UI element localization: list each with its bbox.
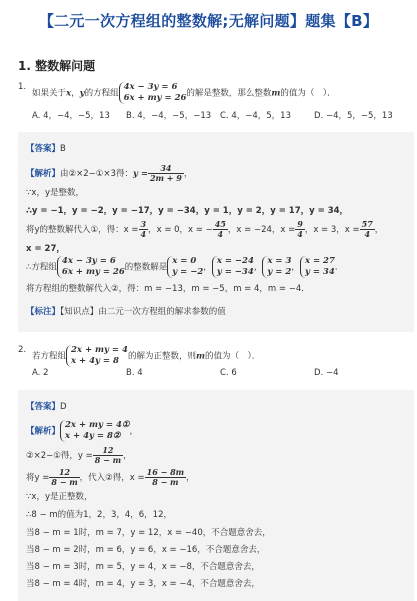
note-text: 【知识点】由二元一次方程组的解求参数的值 xyxy=(60,307,226,317)
fraction: $\frac{16 - 8m}{8 - m}$ xyxy=(146,467,185,487)
fraction: $\frac{12}{8 - m}$ xyxy=(51,467,78,487)
analysis-line: 将方程组的整数解代入②，得：m = −13，m = −5，m = 4，m = −4． xyxy=(26,284,310,294)
solution-set: x = 0 y = −2 xyxy=(167,256,203,278)
option-b[interactable]: B. 4 xyxy=(126,368,143,378)
analysis-line: 当8 − m = 1时，m = 7，y = 12，x = −40，不合题意舍去， xyxy=(26,528,271,538)
var-y: y xyxy=(79,88,85,99)
options-q2 xyxy=(32,368,408,378)
solution-set: x = 27 y = 34 xyxy=(300,256,335,278)
analysis-line: 将y的整数解代入①，得：x = $\frac{3}{4}$ ，x = 0，x = − $\frac{45}{4}$ ，x = −24，x = $\frac{9}{4}$ ，x = 3，x = $\frac{57}{4}$ ， xyxy=(26,219,384,239)
analysis-line xyxy=(26,164,192,183)
solution-box-q2 xyxy=(18,390,414,601)
analysis-line: ∵x，y是正整数， xyxy=(26,492,93,502)
equation-system: 2x + my = 4 x + 4y = 8 xyxy=(66,345,128,367)
note-tag: 【标注】 xyxy=(26,307,61,317)
fraction: $\frac{12}{8 - m}$ xyxy=(94,445,122,465)
stem-comma: ， xyxy=(71,88,80,99)
section-title: 1. 整数解问题 xyxy=(18,59,96,73)
option-d[interactable]: D. −4，5，−5，13 xyxy=(314,111,393,121)
stem-text: 如果关于 xyxy=(32,88,67,99)
var-x: x xyxy=(66,88,72,99)
analysis-line: ∵x，y是整数， xyxy=(26,188,84,198)
option-d[interactable]: D. −4 xyxy=(314,368,339,378)
equation: 6x + my = 26 xyxy=(123,93,187,103)
option-c[interactable]: C. 6 xyxy=(220,368,237,378)
analysis-line: 将y = $\frac{12}{8 - m}$ ，代入②得，x = $\frac{16 - 8m}{8 - m}$ ， xyxy=(26,467,195,487)
question-stem: 若方程组 2x + my = 4 x + 4y = 8 的解为正整数，则m的值为（ ）． xyxy=(32,345,261,366)
fraction: $\frac{57}{4}$ xyxy=(361,219,373,239)
analysis-tag: 【解析】 xyxy=(26,169,61,179)
equation-system xyxy=(119,82,187,104)
analysis-line: ②×2−①得，y = $\frac{12}{8 - m}$ ， xyxy=(26,445,132,465)
fraction: $\frac{9}{4}$ xyxy=(297,219,303,239)
var-m: m xyxy=(195,351,205,362)
option-a[interactable]: A. 2 xyxy=(32,368,49,378)
page-title: 【二元一次方程组的整数解;无解问题】题集【B】 xyxy=(38,12,379,30)
stem-text: 的方程组 xyxy=(84,88,119,99)
answer-line: 【答案】D xyxy=(26,402,67,412)
question-number: 2. xyxy=(18,345,27,355)
equation: 4x − 3y = 6 xyxy=(123,82,178,92)
stem-text: 的解是整数，那么整数 xyxy=(186,88,272,99)
analysis-line: 当8 − m = 2时，m = 6，y = 6，x = −16，不合题意舍去， xyxy=(26,545,266,555)
analysis-line: ∴方程组 4x − 3y = 6 6x + my = 26 的整数解是 x = 0 y = −2 ， x = −24 y = −34 ， x = 3 y = 2 ， x = 27 y = 34 ． xyxy=(26,256,344,277)
text: ， xyxy=(183,169,193,179)
analysis-line: 当8 − m = 3时，m = 5，y = 4，x = −8，不合题意舍去， xyxy=(26,562,260,572)
equation-system: 2x + my = 4① x + 4y = 8② xyxy=(60,420,130,442)
option-a[interactable]: A. 4，−4，−5，13 xyxy=(32,111,110,121)
var-m: m xyxy=(271,88,281,99)
note-line xyxy=(26,307,226,318)
stem-text: 的值为（ ）． xyxy=(280,88,336,99)
analysis-line: 当8 − m = 4时，m = 4，y = 3，x = −4，不合题意舍去， xyxy=(26,579,260,589)
fraction: $\frac{3}{4}$ xyxy=(140,219,147,239)
answer-value: B xyxy=(60,144,66,154)
solution-set: x = −24 y = −34 xyxy=(212,256,254,278)
solution-set: x = 3 y = 2 xyxy=(262,256,291,278)
option-b[interactable]: B. 4，−4，−5，−13 xyxy=(126,111,212,121)
text: 由②×2−①×3得： xyxy=(60,169,133,179)
question-stem xyxy=(32,82,408,104)
answer-line xyxy=(26,144,66,155)
fraction: $\frac{45}{4}$ xyxy=(214,219,226,239)
analysis-line: 【解析】 2x + my = 4① x + 4y = 8② ， xyxy=(26,420,139,441)
analysis-line: x = 27， xyxy=(26,244,65,254)
equation-system: 4x − 3y = 6 6x + my = 26 xyxy=(57,256,125,278)
answer-tag: 【答案】 xyxy=(26,144,61,154)
analysis-line: ∴y = −1，y = −2，y = −17，y = −34，y = 1，y = 2，y = 17，y = 34， xyxy=(26,206,349,216)
question-number: 1. xyxy=(18,82,27,92)
analysis-line: ∴8 − m的值为1，2，3，4，6，12， xyxy=(26,510,172,520)
math: y = xyxy=(132,169,148,179)
option-c[interactable]: C. 4，−4，5，13 xyxy=(220,111,292,121)
options-q1 xyxy=(32,109,408,121)
fraction: $\frac{34}{2m + 9}$ xyxy=(149,163,182,183)
solution-box-q1 xyxy=(18,132,414,332)
